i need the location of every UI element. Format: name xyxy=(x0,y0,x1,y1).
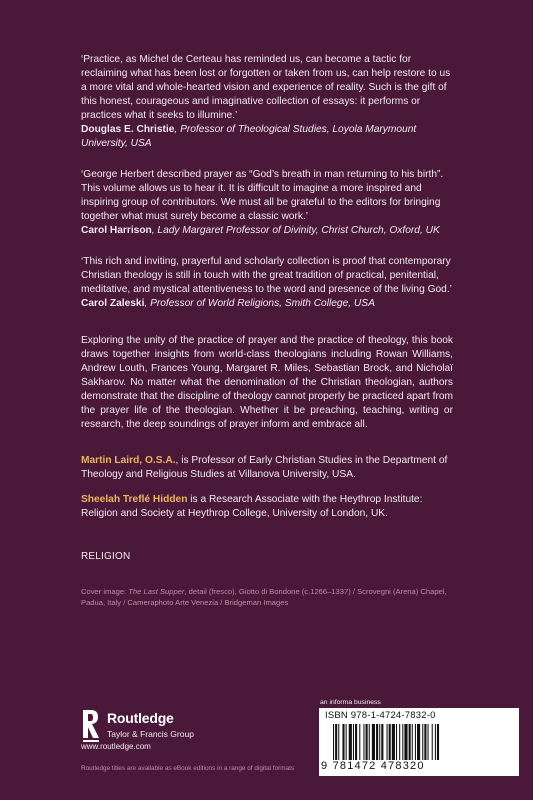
barcode-bar xyxy=(369,724,370,760)
barcode-bar xyxy=(396,724,397,760)
barcode-bar xyxy=(335,724,337,760)
endorsement-1 xyxy=(81,53,453,151)
publisher-group: Taylor & Francis Group xyxy=(107,729,194,739)
quote-role: , Professor of Theological Studies, Loyola Marymount University, USA xyxy=(81,124,417,149)
cover-credit-title: The Last Supper xyxy=(128,587,185,596)
barcode-bar xyxy=(402,724,403,760)
barcode-bar xyxy=(342,724,344,760)
barcode-digits: 9 781472 478320 xyxy=(321,760,425,772)
quote-author: Douglas E. Christie xyxy=(81,124,175,135)
barcode-bar xyxy=(409,724,411,760)
barcode-bar xyxy=(399,724,400,760)
barcode-bar xyxy=(349,724,352,760)
barcode-bar xyxy=(338,724,339,760)
barcode-bar xyxy=(435,724,436,760)
quote-role: , Professor of World Religions, Smith College, USA xyxy=(144,298,375,309)
barcode-bar xyxy=(432,724,433,760)
quote-attribution xyxy=(81,123,453,151)
barcode-bar xyxy=(381,724,383,760)
barcode-bar xyxy=(366,724,368,760)
barcode-bar xyxy=(376,724,378,760)
barcode-bar xyxy=(422,724,423,760)
endorsement-2 xyxy=(81,168,453,238)
barcode-bar xyxy=(415,724,416,760)
isbn-label: ISBN 978-1-4724-7832-0 xyxy=(325,710,436,721)
cover-credit xyxy=(81,586,453,608)
barcode xyxy=(319,708,519,776)
barcode-bar xyxy=(372,724,375,760)
quote-role: , Lady Margaret Professor of Divinity, Christ Church, Oxford, UK xyxy=(151,225,440,236)
barcode-bar xyxy=(359,724,360,760)
barcode-bar xyxy=(412,724,413,760)
cover-credit-rest: , detail (fresco), Giotto di Bondone (c.1266–1337) / Scrovegni (Arena) Chapel, Padua, Italy / Cameraphoto Arte Venezia / Bridgeman Images xyxy=(81,587,447,607)
editor-bio-1 xyxy=(81,454,453,482)
barcode-bar xyxy=(428,724,429,760)
barcode-bar xyxy=(404,724,407,760)
quote-author: Carol Zaleski xyxy=(81,298,145,309)
subject-category: RELIGION xyxy=(81,551,131,562)
quote-text: ‘This rich and inviting, prayerful and scholarly collection is proof that contemporary Christian theology is still in touch with the great tradition of practical, penitential, meditative, and mystical attentiveness to the word and presence of the living God.’ xyxy=(81,256,452,295)
endorsement-3 xyxy=(81,255,453,311)
barcode-bar xyxy=(363,724,364,760)
quote-author: Carol Harrison xyxy=(81,225,152,236)
quote-text: ‘Practice, as Michel de Certeau has reminded us, can become a tactic for reclaiming what has been lost or forgotten or taken from us, can help restore to us a more vital and whole-hearted vision and experience of reality. Such is the gift of this honest, courageous and imaginative collection of essays: it performs or practices what it seeks to illumine.’ xyxy=(81,54,451,121)
publisher-url[interactable]: www.routledge.com xyxy=(81,742,151,751)
barcode-bar xyxy=(379,724,380,760)
barcode-bar xyxy=(392,724,395,760)
ebook-note: Routledge titles are available as eBook editions in a range of digital formats xyxy=(81,765,295,772)
routledge-logo-icon xyxy=(81,708,101,744)
quote-text: ‘George Herbert described prayer as “God’s breath in man returning to his birth”. This volume allows us to hear it. It is difficult to imagine a more inspired and inspiring group of contributors. We must all be grateful to the editors for bringing together what must surely become a classic work.’ xyxy=(81,169,444,222)
quote-attribution xyxy=(81,297,453,311)
barcode-bars xyxy=(333,724,509,760)
editor-name: Martin Laird, O.S.A. xyxy=(81,455,176,466)
book-description: Exploring the unity of the practice of prayer and the practice of theology, this book draws together insights from world-class theologians including Rowan Williams, Andrew Louth, Frances Young, Margaret R. Miles, Sebastian Brock, and Nicholaï Sakharov. No matter what the denomination of the Christian theologian, authors demonstrate that the discipline of theology cannot properly be practiced apart from the prayer life of the theologian. Whether it be preaching, teaching, writing or research, the deep soundings of prayer inform and embrace all. xyxy=(81,335,453,430)
barcode-bar xyxy=(387,724,388,760)
barcode-bar xyxy=(353,724,354,760)
cover-credit-prefix: Cover image: xyxy=(81,587,129,596)
publisher-name: Routledge xyxy=(107,710,174,726)
informa-tagline: an informa business xyxy=(320,699,381,706)
editor-bio-text: , is Professor of Early Christian Studies in the Department of Theology and Religious Studies at Villanova University, USA. xyxy=(81,455,448,480)
barcode-bar xyxy=(417,724,420,760)
barcode-bar xyxy=(333,724,334,760)
barcode-bar xyxy=(355,724,357,760)
text-column xyxy=(81,53,453,608)
barcode-bar xyxy=(389,724,391,760)
editor-bio-text: is a Research Associate with the Heythrop Institute: Religion and Society at Heythrop College, University of London, UK. xyxy=(81,494,423,519)
barcode-bar xyxy=(424,724,426,760)
quote-attribution xyxy=(81,224,453,238)
editor-bio-2 xyxy=(81,493,453,521)
editor-name: Sheelah Treflé Hidden xyxy=(81,494,188,505)
barcode-bar xyxy=(437,724,439,760)
barcode-bar xyxy=(346,724,347,760)
